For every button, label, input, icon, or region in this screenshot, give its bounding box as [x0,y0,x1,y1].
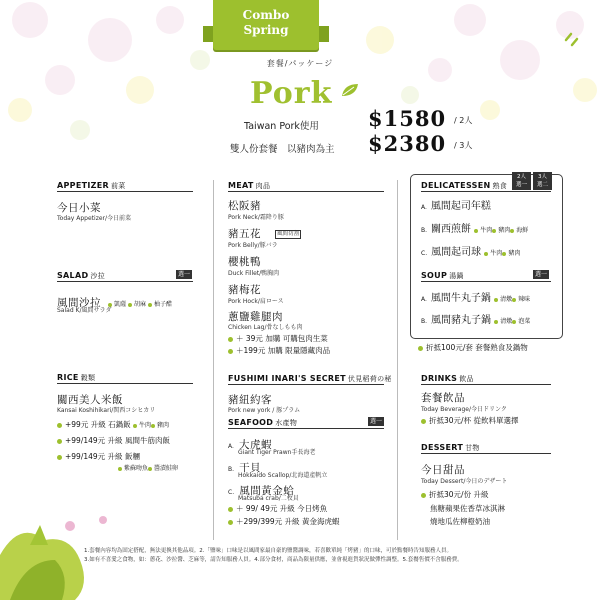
dessert-option-1: 焦糖蘋果佐香草冰淇淋 [430,504,505,513]
salad-header: SALAD 沙拉 [57,271,105,280]
column-divider-2 [397,180,398,540]
meat-item-2: 豬五花 [228,228,261,240]
meat-item-2-en: Pork Belly/豚バラ [228,242,278,249]
deli-item-b: B. 關西煎餅 牛肉 豬肉 海鮮 [421,224,529,235]
footer-notes [84,547,584,565]
seafood-upgrade-1: ＋ 99/ 49元 升級 今日烤魚 [228,503,327,514]
page-title: Pork [250,76,333,111]
rice-upgrade-1: +99元 升級 石鍋飯 牛肉 豬肉 [57,419,169,430]
banner-text [213,8,319,38]
rice-upgrade-2: +99/149元 升級 風間牛筋肉飯 [57,435,170,446]
dessert-discount: 折抵30元/份 升級 [421,489,488,500]
appetizer-item: 今日小菜 [57,202,101,214]
deli-badge-2-person: 2人 選一 [512,172,531,190]
seafood-rule [228,428,384,429]
banner-line1: Combo [242,8,290,22]
seafood-item-a-en: Giant Tiger Prawn手長海老 [238,449,316,456]
fushimi-header: FUSHIMI INARI'S SECRET 伏見稻荷の秘 [228,374,392,383]
footer-line-2: 3.如有不喜愛之食物，如：蔥花、沙拉醬、芝麻等，請告知服務人員。4.部分食材，商品為限量供應，並會視進貨狀況做彈性調整。5.套餐售價不含服務費。 [84,557,463,563]
meat-rule [228,191,384,192]
seafood-item-a: A. 大虎蝦 [228,439,272,451]
fushimi-item: 豬紐約客 [228,394,272,406]
page-subtitle: 套餐/パッケージ [266,59,334,68]
column-divider-1 [213,180,214,540]
dessert-item: 今日甜品 [421,464,465,476]
seafood-item-b: B. 干貝 [228,462,262,474]
seafood-choose-badge: 選一 [370,418,383,425]
deli-item-c: C. 風間起司球 牛肉 豬肉 [421,247,521,258]
drinks-discount: 折抵30元/杯 從飲料單選擇 [421,415,518,426]
price-3-person: $2380 [368,131,447,156]
rice-header: RICE 穀類 [57,373,96,382]
appetizer-rule [57,191,193,192]
salad-item: 風間沙拉 凱薩 胡麻 柚子醋 [57,297,172,309]
meat-upgrade-2: ＋199元 加購 限量隱藏肉品 [228,345,330,356]
meat-item-1: 松阪豬 [228,200,261,212]
price-label-1: Taiwan Pork使用 [244,121,319,132]
seafood-header: SEAFOOD 水產物 [228,418,298,427]
rice-item: 關西美人米飯 [57,394,123,406]
footer-line-1: 1.套餐內容均為固定搭配，無法更換其他品項。2.「鹽味」口味是以風間家最自豪的鹽醬調味，若喜歡單純「烤豬」的口味，可於點餐時告知服務人員。 [84,548,453,554]
meat-item-4-en: Pork Hock/肩ロース [228,298,284,305]
fushimi-rule [228,384,384,385]
leaf-icon [340,82,360,98]
price-label-2: 雙人份套餐 以豬肉為主 [230,144,335,155]
salad-item-en: Salad K/風間サラダ [57,307,112,314]
drinks-item-en: Today Beverage/今日ドリンク [421,406,507,413]
drinks-item: 套餐飲品 [421,392,465,404]
price-2-person: $1580 [368,106,447,131]
deli-header: DELICATESSEN 熟食 [421,181,508,190]
meat-header: MEAT 肉品 [228,181,271,190]
soup-header: SOUP 湯鍋 [421,271,464,280]
appetizer-header: APPETIZER 前菜 [57,181,126,190]
salad-choose-badge: 選一 [178,271,191,278]
meat-item-3: 櫻桃鴨 [228,256,261,268]
rice-rule [57,383,193,384]
rice-item-en: Kansai Koshihikari/関西コシヒカリ [57,407,156,414]
soup-item-a: A. 風間牛丸子鍋 清燉 辣味 [421,293,531,304]
meat-item-3-en: Duck Fillet/鴨胸肉 [228,270,280,277]
deli-rule [421,191,551,192]
rice-upgrade-3-options: 紫蘇吻魚 醬漬鮭卵 [118,463,178,472]
meat-item-5: 蔥鹽雞腿肉 [228,311,283,323]
seafood-item-b-en: Hokkaido Scallop/北海道產帆立 [238,472,328,479]
soup-item-b: B. 風間豬丸子鍋 清燉 泡菜 [421,315,531,326]
meat-item-1-en: Pork Neck/霜降り豚 [228,214,284,221]
deli-discount: 折抵100元/套 套餐熟食及鍋物 [418,342,528,353]
dessert-item-en: Today Dessert/今日のデザート [421,478,508,485]
dessert-rule [421,453,551,454]
soup-choose-badge: 選一 [535,271,548,278]
dessert-header: DESSERT 甘物 [421,443,480,452]
meat-item-2-tag: 風間切割 [277,231,300,237]
dessert-option-2: 燒地瓜佐柳橙奶油 [430,517,490,526]
price-unit-2: / 3人 [454,141,473,150]
drinks-rule [421,384,551,385]
meat-upgrade-1: ＋ 39元 加購 可購包肉生菜 [228,333,328,344]
combo-spring-banner [203,0,329,58]
deli-item-a: A. 風間起司年糕 [421,201,491,212]
seafood-item-c: C. 風間黃金蛤 [228,485,295,497]
banner-line2: Spring [243,23,289,37]
soup-rule [421,281,551,282]
deli-badge-3-person: 3人 選二 [533,172,552,190]
drinks-header: DRINKS 飲品 [421,374,474,383]
fushimi-item-en: Pork new york / 豚プラム [228,407,301,414]
price-unit-1: / 2人 [454,116,473,125]
seafood-upgrade-2: ＋299/399元 升級 黃金海虎蝦 [228,516,339,527]
meat-item-5-en: Chicken Lag/骨なしもも肉 [228,324,303,331]
meat-item-4: 豬梅花 [228,284,261,296]
seafood-item-c-en: Matsuba crab/二枚貝 [238,495,299,502]
rice-upgrade-3: +99/149元 升級 飯糰 [57,451,140,462]
salad-rule [57,281,193,282]
appetizer-item-en: Today Appetizer/今日前菜 [57,215,132,222]
